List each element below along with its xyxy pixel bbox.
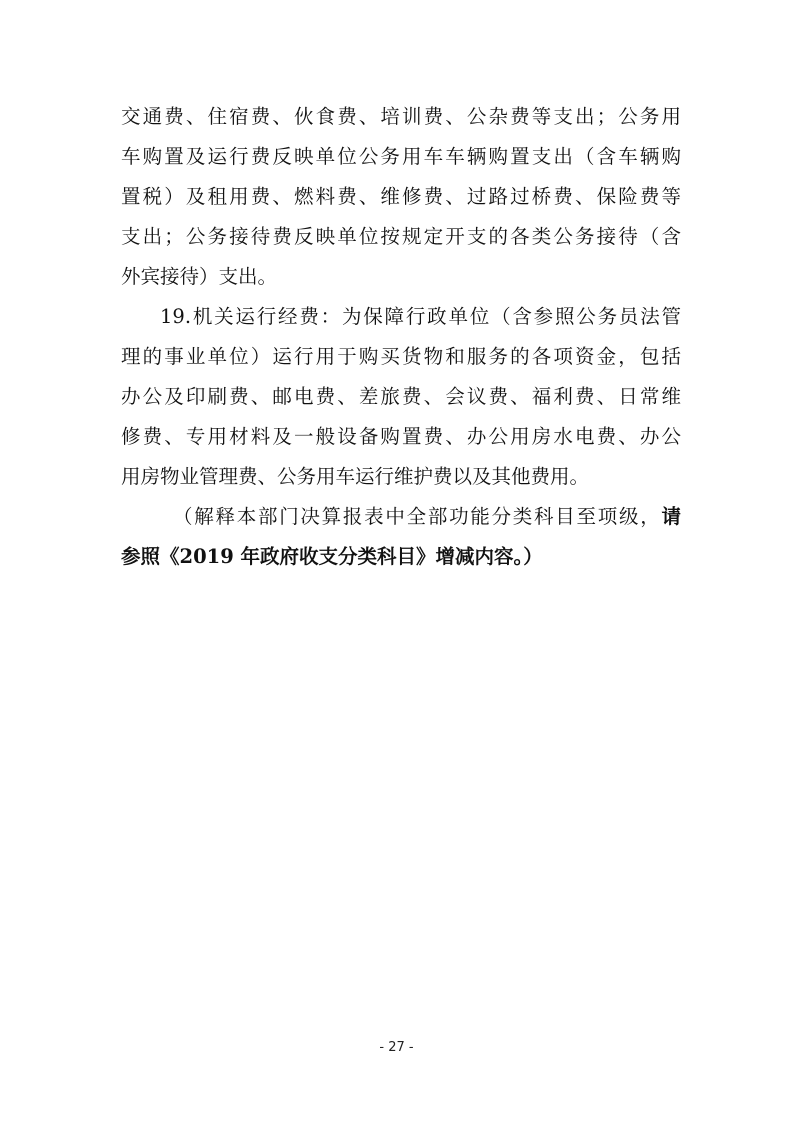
text-line: 19.机关运行经费：为保障行政单位（含参照公务员法管 <box>160 305 681 328</box>
text-line: 交通费、住宿费、伙食费、培训费、公杂费等支出；公务用 <box>121 105 681 128</box>
text-line: 外宾接待）支出。 <box>121 265 278 288</box>
note-text: （解释本部门决算报表中全部功能分类科目至项级， <box>173 505 662 528</box>
paragraph-operating-expenses <box>121 303 681 503</box>
note-paragraph <box>121 503 681 583</box>
text-line: 办公及印刷费、邮电费、差旅费、会议费、福利费、日常维 <box>121 385 681 408</box>
paragraph-expense-explanation <box>121 103 681 303</box>
text-line: 修费、专用材料及一般设备购置费、办公用房水电费、办公 <box>121 425 681 448</box>
page-number: - 27 - <box>379 1040 414 1055</box>
body-text <box>121 103 681 583</box>
text-line: 用房物业管理费、公务用车运行维护费以及其他费用。 <box>121 465 590 488</box>
text-line: 理的事业单位）运行用于购买货物和服务的各项资金，包括 <box>121 345 681 368</box>
note-emphasis-line: 参照《2019 年政府收支分类科目》增减内容。） <box>121 545 543 568</box>
text-line: 车购置及运行费反映单位公务用车车辆购置支出（含车辆购 <box>121 145 681 168</box>
text-line: 支出；公务接待费反映单位按规定开支的各类公务接待（含 <box>121 225 681 248</box>
note-line <box>121 503 681 543</box>
text-line: 置税）及租用费、燃料费、维修费、过路过桥费、保险费等 <box>121 185 681 208</box>
note-emphasis: 请 <box>661 505 681 528</box>
